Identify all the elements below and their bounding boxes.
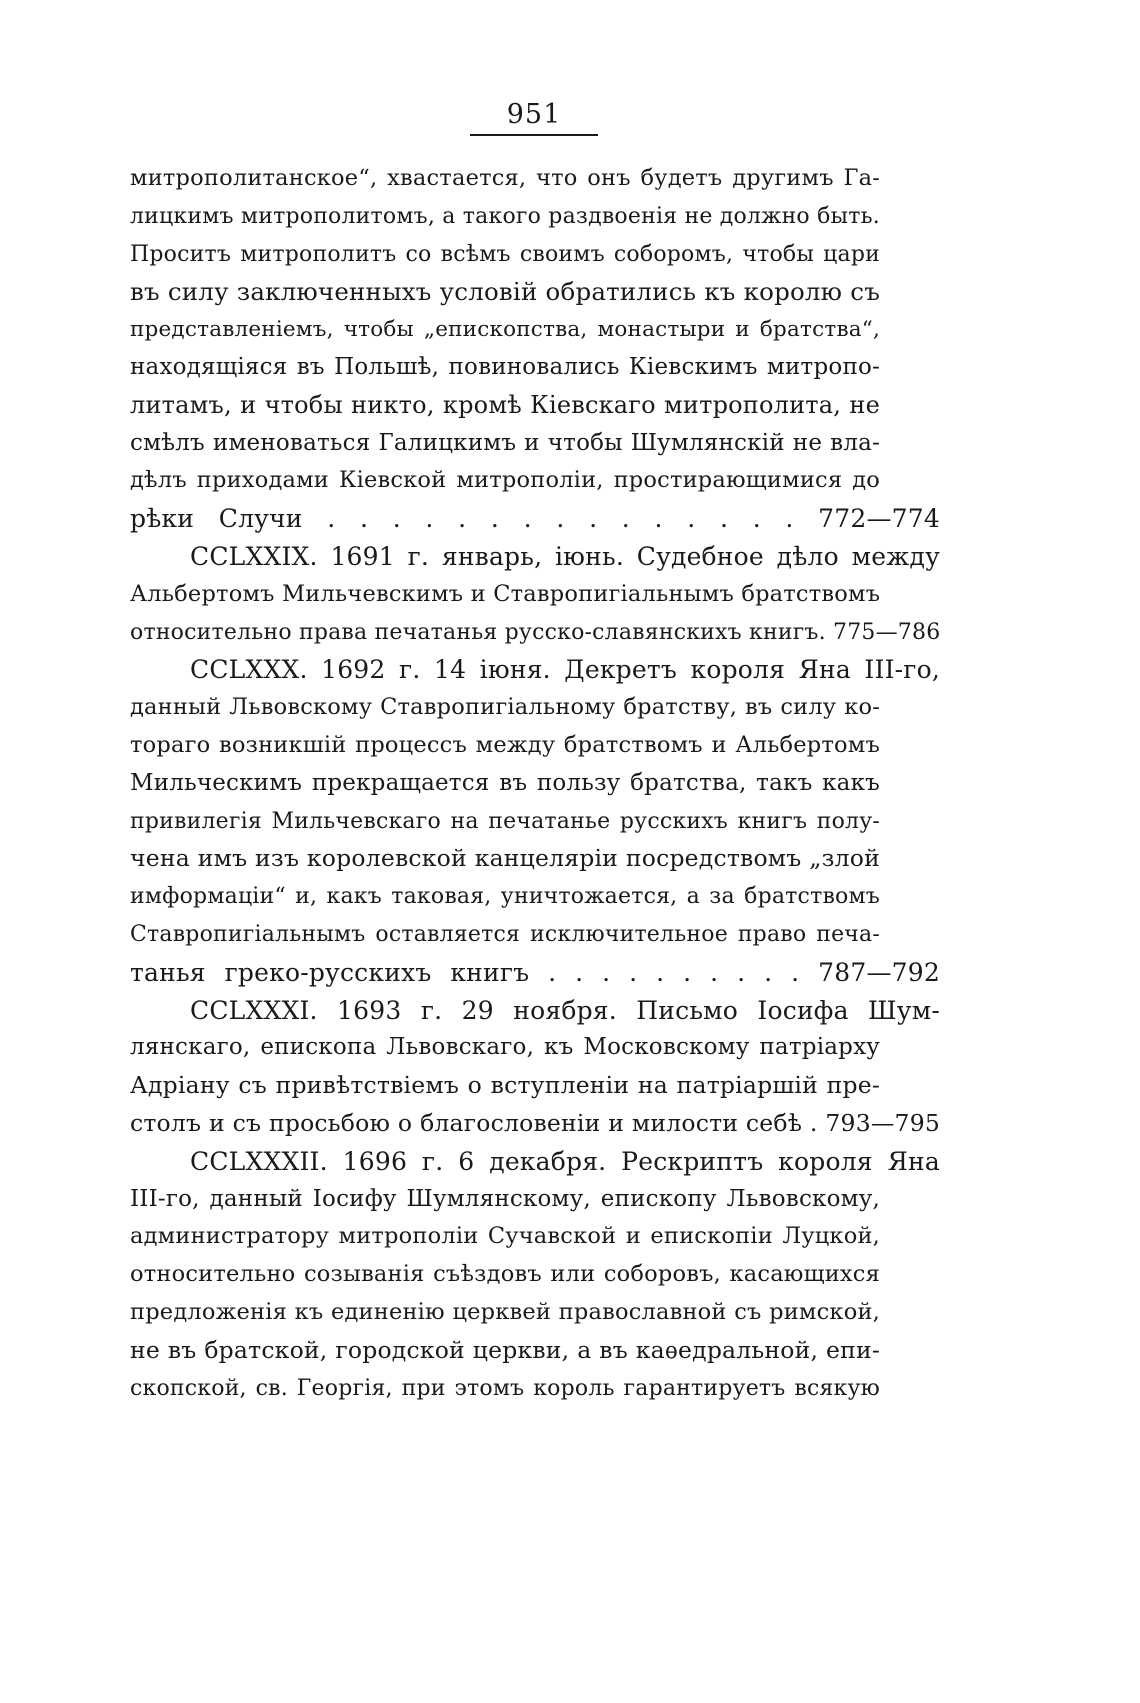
text-line: привилегія Мильчевскаго на печатанье русскихъ книгъ полу- (130, 808, 880, 834)
text-line: лицкимъ митрополитомъ, а такого раздвоенія не должно быть. (130, 203, 880, 229)
text-line: тораго возникшій процессъ между братствомъ и Альбертомъ (130, 731, 880, 758)
text-line: чена имъ изъ королевской канцеляріи посредствомъ „злой (130, 844, 880, 873)
text-line: относительно созыванія съѣздовъ или соборовъ, касающихся (130, 1261, 880, 1288)
text-line-with-page-range: танья греко-русскихъ книгъ . . . . . . . . . . 787—792 (130, 957, 940, 987)
text-line: администратору митрополіи Сучавской и епископіи Луцкой, (130, 1223, 880, 1250)
text-line: находящіяся въ Польшѣ, повиновались Кіевскимъ митропо- (130, 353, 880, 380)
entry-heading-line: CCLXXXI. 1693 г. 29 ноября. Письмо Іосифа Шум- (190, 995, 940, 1025)
text-line: представленіемъ, чтобы „епископства, монастыри и братства“, (130, 317, 880, 343)
text-line: не въ братской, городской церкви, а въ каѳедральной, епи- (130, 1335, 880, 1364)
entry-heading-line: CCLXXXII. 1696 г. 6 декабря. Рескриптъ короля Яна (190, 1146, 940, 1176)
entry-heading-line: CCLXXX. 1692 г. 14 іюня. Декретъ короля Яна III-го, (190, 655, 940, 685)
text-line: дѣлъ приходами Кіевской митрополіи, простирающимися до (130, 467, 880, 494)
text-line: предложенія къ единенію церквей православной съ римской, (130, 1298, 880, 1325)
text-line: литамъ, и чтобы никто, кромѣ Кіевскаго митрополита, не (130, 390, 880, 419)
text-line: митрополитанское“, хвастается, что онъ будетъ другимъ Га- (130, 165, 880, 191)
text-line: Альбертомъ Мильчевскимъ и Ставропигіальнымъ братствомъ (130, 580, 881, 607)
text-line: Проситъ митрополитъ со всѣмъ своимъ соборомъ, чтобы цари (130, 241, 880, 267)
text-line: Мильческимъ прекращается въ пользу братства, такъ какъ (130, 769, 880, 796)
text-line-with-page-range: относительно права печатанья русско-славянскихъ книгъ. 775—786 (130, 619, 941, 645)
text-line: имформаціи“ и, какъ таковая, уничтожается, а за братствомъ (130, 884, 880, 910)
text-line: въ силу заключенныхъ условій обратились къ королю съ (130, 277, 880, 307)
entry-heading-line: CCLXXIX. 1691 г. январь, іюнь. Судебное дѣло между (190, 541, 940, 571)
page-number-rule (470, 134, 598, 136)
text-line: данный Львовскому Ставропигіальному братству, въ силу ко- (130, 694, 880, 721)
page-header (470, 98, 598, 136)
text-line: Ставропигіальнымъ оставляется исключительное право печа- (130, 921, 880, 947)
text-line: смѣлъ именоваться Галицкимъ и чтобы Шумлянскій не вла- (130, 429, 880, 456)
page-number: 951 (506, 99, 562, 130)
text-line: Адріану съ привѣтствіемъ о вступленіи на патріаршій пре- (130, 1071, 880, 1100)
body-text (130, 160, 940, 1407)
text-line: скопской, св. Георгія, при этомъ король гарантируетъ всякую (130, 1375, 880, 1401)
text-line-with-page-range: столъ и съ просьбою о благословеніи и милости себѣ . 793—795 (130, 1108, 940, 1137)
text-line: лянскаго, епископа Львовскаго, къ Московскому патріарху (130, 1034, 880, 1061)
text-line: III-го, данный Іосифу Шумлянскому, епископу Львовскому, (130, 1185, 880, 1212)
text-line-with-page-range: рѣки Случи . . . . . . . . . . . . . . . 772—774 (130, 504, 940, 534)
